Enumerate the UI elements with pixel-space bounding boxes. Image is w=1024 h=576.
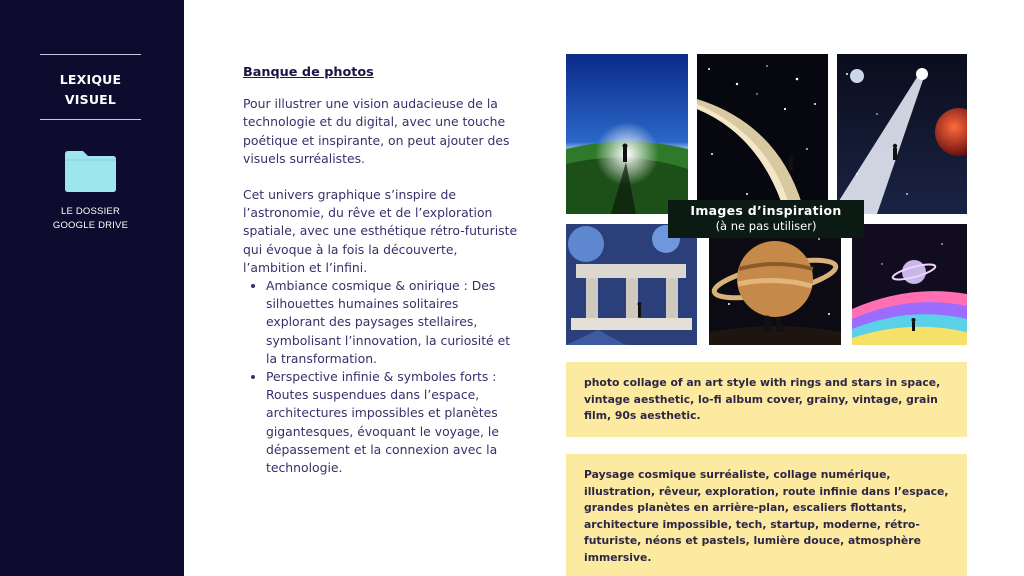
sidebar-title-line1: LEXIQUE [59,72,122,87]
section-heading: Banque de photos [243,65,374,80]
sidebar-top-rule [40,54,141,55]
caption-subtitle: (à ne pas utiliser) [715,219,817,233]
caption-title: Images d’inspiration [690,203,842,218]
inspiration-image-rainbow-planet [852,224,967,345]
link-line1: LE DOSSIER [60,206,121,217]
prompt-box-french [566,454,967,576]
bullet-list [243,277,518,477]
prompt-box-english [566,362,967,437]
prompt-text: Paysage cosmique surréaliste, collage numérique, illustration, rêveur, exploration, route infinie dans l’espace, grandes planètes en arrière-plan, escaliers flottants, architecture impossible, tech, startup, moderne, rétro-futuriste, néons et pastels, lumière douce, atmosphère immersive. [584,468,949,564]
intro-paragraph: Pour illustrer une vision audacieuse de la technologie et du digital, avec une touche poétique et inspirante, on peut ajouter des visuels surréalistes. [243,96,510,166]
inspiration-image-star-road [697,54,828,214]
list-item: • Ambiance cosmique & onirique : Des silhouettes humaines solitaires explorant des paysages stellaires, symbolisant l’innovation, la curiosité et la transformation. [266,277,518,368]
inspiration-image-light-beam [837,54,967,214]
sidebar [0,0,184,576]
list-item: • Perspective infinie & symboles forts : Routes suspendues dans l’espace, architectures impossibles et planètes gigantesques, évoquant le voyage, le dépassement et la connexion avec la technologie. [266,368,518,477]
main-content [243,64,518,477]
sidebar-title [40,70,141,110]
link-line2: GOOGLE DRIVE [52,220,129,231]
universe-paragraph: Cet univers graphique s’inspire de l’astronomie, du rêve et de l’exploration spatiale, avec une esthétique rétro-futuriste qui évoque à la fois la découverte, l’ambition et l’infini. [243,187,518,275]
inspiration-image-saturn [709,224,841,345]
inspiration-image-architecture [566,224,697,345]
folder-icon[interactable] [63,148,118,193]
prompt-text: photo collage of an art style with rings and stars in space, vintage aesthetic, lo-fi album cover, grainy, vintage, grain film, 90s aesthetic. [584,376,941,422]
inspiration-image-field [566,54,688,214]
sidebar-bottom-rule [40,119,141,120]
sidebar-title-line2: VISUEL [64,92,117,107]
collage-caption [668,200,864,238]
google-drive-folder-link[interactable] [40,205,141,233]
